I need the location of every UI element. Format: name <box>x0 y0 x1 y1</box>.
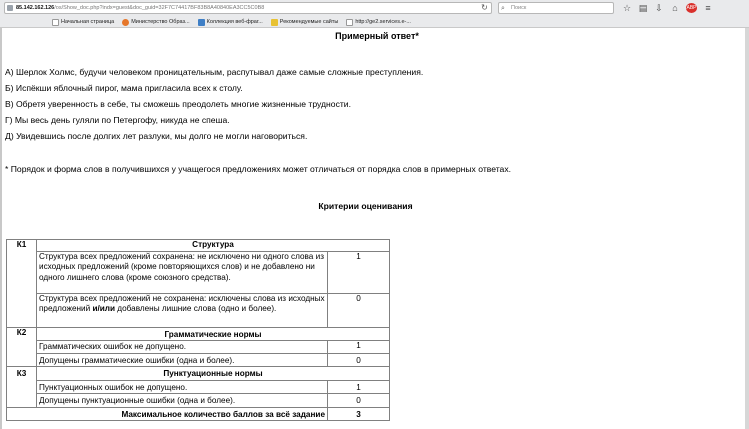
answer-item: Б) Испёкши яблочный пирог, мама пригласила всех к столу. <box>5 83 243 93</box>
search-icon: ⌕ <box>501 5 505 12</box>
window-border-left <box>0 28 2 429</box>
table-row <box>7 407 390 421</box>
description-emphasis: и/или <box>92 304 116 313</box>
navigation-row <box>0 0 749 16</box>
site-info-icon[interactable] <box>7 5 13 11</box>
table-row <box>7 394 390 408</box>
scrollbar[interactable] <box>745 28 749 429</box>
criterion-code: К3 <box>7 367 37 408</box>
reload-icon[interactable]: ↻ <box>481 3 488 12</box>
document-body <box>4 28 744 429</box>
suggested-sites-icon <box>271 19 278 26</box>
bookmark-item[interactable] <box>52 19 114 26</box>
search-input[interactable] <box>498 2 614 14</box>
criterion-score: 1 <box>328 380 390 394</box>
criterion-description: Пунктуационных ошибок не допущено. <box>37 380 328 394</box>
bookmarks-bar <box>0 16 749 28</box>
criterion-heading: Пунктуационные нормы <box>37 367 390 381</box>
criterion-score: 0 <box>328 394 390 408</box>
bookmark-label: http://ge2.services.e-... <box>355 19 411 25</box>
webslice-icon <box>198 19 205 26</box>
criteria-heading: Критерии оценивания <box>318 201 413 211</box>
url-path: /os/Show_doc.php?indx=guest&doc_guid=32F7C74417BF83B8A40840EA3CC5C0B8 <box>54 5 265 11</box>
criterion-score: 0 <box>328 353 390 367</box>
table-row <box>7 251 390 293</box>
criterion-score: 0 <box>328 293 390 327</box>
bookmark-label: Министерство Образ... <box>131 19 190 25</box>
download-icon[interactable]: ⇩ <box>655 3 663 13</box>
total-score: 3 <box>328 407 390 421</box>
star-icon[interactable]: ☆ <box>622 3 632 13</box>
criterion-heading: Структура <box>37 240 390 252</box>
search-placeholder: Поиск <box>511 5 527 11</box>
browser-toolbar <box>0 0 749 28</box>
bookmark-item[interactable] <box>198 19 263 26</box>
page-title: Примерный ответ* <box>335 31 419 41</box>
criterion-description: Грамматических ошибок не допущено. <box>37 341 328 354</box>
criterion-description: Структура всех предложений сохранена: не исключено ни одного слова из исходных предложений (кроме повторяющихся слов) и не добавлено ни одного лишнего слова (кроме союзного средства). <box>37 251 328 293</box>
table-row <box>7 293 390 327</box>
page-icon <box>52 19 59 26</box>
criterion-description: Допущены пунктуационные ошибки (одна и более). <box>37 394 328 408</box>
footnote: * Порядок и форма слов в получившихся у учащегося предложениях может отличаться от порядка слов в примерных ответах. <box>5 164 512 174</box>
home-icon[interactable]: ⌂ <box>672 3 678 13</box>
menu-icon[interactable]: ≡ <box>705 3 711 13</box>
criterion-score: 1 <box>328 251 390 293</box>
answer-item: А) Шерлок Холмс, будучи человеком проницательным, распутывал даже самые сложные преступления. <box>5 67 424 77</box>
criterion-description: Допущены грамматические ошибки (одна и более). <box>37 353 328 367</box>
criterion-heading: Грамматические нормы <box>37 327 390 341</box>
bookmark-item[interactable] <box>346 19 411 26</box>
toolbar-icons <box>622 2 713 14</box>
url-host: 85.142.162.126 <box>16 5 55 11</box>
address-bar[interactable] <box>4 2 492 14</box>
description-text: Структура всех предложений не сохранена: исключены слова из исходных предложений <box>39 293 325 313</box>
criterion-description <box>37 293 328 327</box>
table-row <box>7 240 390 252</box>
table-row <box>7 367 390 381</box>
adblock-icon[interactable]: ABP <box>686 5 697 11</box>
table-row <box>7 380 390 394</box>
answer-item: В) Обретя уверенность в себе, ты сможешь преодолеть многие жизненные трудности. <box>5 99 351 109</box>
description-text: добавлены лишние слова (одно и более). <box>115 304 277 313</box>
table-row <box>7 341 390 354</box>
criterion-code: К1 <box>7 240 37 328</box>
bookmark-label: Рекомендуемые сайты <box>279 19 339 25</box>
criteria-table <box>6 239 390 421</box>
answer-list <box>5 67 423 147</box>
criterion-code: К2 <box>7 327 37 367</box>
bookmark-item[interactable] <box>271 19 339 26</box>
bookmark-item[interactable] <box>122 19 189 26</box>
answer-item: Г) Мы весь день гуляли по Петергофу, никуда не спеша. <box>5 115 230 125</box>
page-icon <box>346 19 353 26</box>
answer-item: Д) Увидевшись после долгих лет разлуки, мы долго не могли наговориться. <box>5 131 308 141</box>
emblem-icon <box>122 19 129 26</box>
bookmark-label: Коллекция веб-фраг... <box>206 19 263 25</box>
bookmark-label: Начальная страница <box>61 19 115 25</box>
clipboard-icon[interactable]: ▤ <box>638 3 648 13</box>
criterion-score: 1 <box>328 341 390 354</box>
total-label: Максимальное количество баллов за всё задание <box>7 407 328 421</box>
table-row <box>7 327 390 341</box>
table-row <box>7 353 390 367</box>
